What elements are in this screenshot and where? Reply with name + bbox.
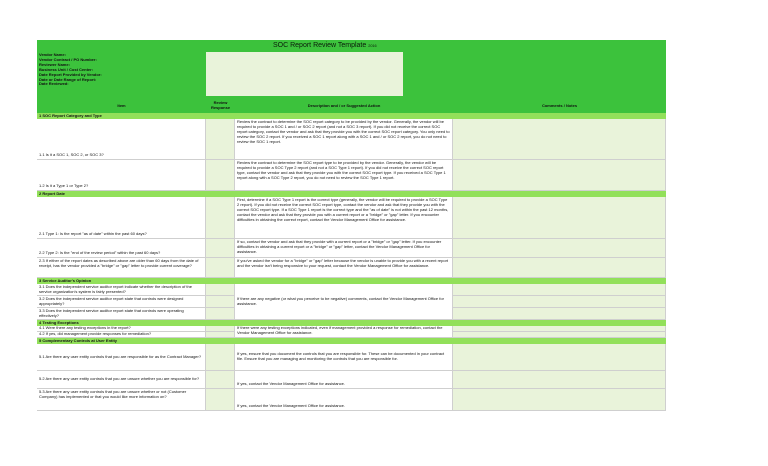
response-cell[interactable] [206, 344, 235, 371]
description-cell: If there were any testing exceptions indicated, even if management provided a response for remediation, contact the Vendor Management Office for assistance. [235, 326, 453, 338]
section-header: 1 SOC Report Category and Type [37, 113, 666, 119]
item-cell: 3.2 Does the independent service auditor report state that controls were designed appropriately? [37, 296, 206, 308]
table-row [37, 160, 666, 191]
page-title [273, 42, 377, 49]
description-cell: If yes, contact the Vendor Management Office for assistance. [235, 371, 453, 389]
description-cell: If you've asked the vendor for a "bridge" or "gap" letter because the vendor is unable to provide you with a recent report and the vendor isn't being responsive to your request, contact the Vendor Management Office for assistance. [235, 258, 453, 278]
comments-cell[interactable] [453, 160, 666, 191]
section-header: 5 Complementary Controls at User Entity [37, 338, 666, 344]
table-row [37, 197, 666, 239]
meta-label: Vendor Contract / PO Number: [39, 56, 97, 62]
table-row [37, 389, 666, 411]
response-cell[interactable] [206, 160, 235, 191]
comments-column-group [453, 284, 666, 320]
header-description: Description and / or Suggested Action [307, 102, 381, 108]
item-cell: 1.2 Is it a Type 1 or Type 2? [37, 160, 206, 191]
comments-cell[interactable] [453, 389, 666, 411]
vendor-info-block [37, 52, 666, 99]
description-cell: Review the contract to determine the SOC report type to be provided by the vendor. Generally, the vendor will be required to provide a SOC Type 2 report (and not a SOC Type 1 report). If you did not receive the correct SOC report type, contact the vendor and ask that they provide you with the correct SOC report type. If you received a SOC Type 1 report along with a SOC Type 2 report, you do not need to review the SOC Type 1 report. [235, 160, 453, 191]
response-cell[interactable] [206, 197, 235, 239]
comments-cell[interactable] [453, 239, 666, 258]
comments-cell[interactable] [453, 308, 666, 320]
table-row [37, 371, 666, 389]
response-cell[interactable] [206, 308, 235, 320]
item-cell: 1.1 Is it a SOC 1, SOC 2, or SOC 3? [37, 119, 206, 160]
response-cell[interactable] [206, 284, 235, 296]
comments-cell[interactable] [453, 332, 666, 338]
table-row [37, 258, 666, 278]
item-cell: 3.3 Does the independent service auditor report state that controls were operating effectively? [37, 308, 206, 320]
vendor-info-labels [39, 53, 102, 87]
meta-label: Vendor Name: [39, 52, 66, 57]
item-cell: 5.3 Are there any user entity controls that you are unsure whether or not (Customer Company) has implemented or that you would like more information on? [37, 389, 206, 411]
description-cell: First, determine if a SOC Type 1 report is the correct type (generally, the vendor will be required to provide a SOC Type 2 report). If you did not receive the correct SOC report type, contact the vendor and ask that they provide you with the correct SOC report type. If a SOC Type 1 report is the correct type and the "as of date" is not within the past 12 months, contact the vendor and ask that they provide you with a current report or a "bridge" or "gap" letter. If you encounter difficulties in obtaining the correct report, contact the Vendor Management Office for assistance. [235, 197, 453, 239]
item-cell: 3.1 Does the independent service auditor report indicate whether the description of the service organization's system is fairly presented? [37, 284, 206, 296]
response-cell[interactable] [206, 239, 235, 258]
item-cell: 2.1 Type 1: Is the report "as of date" within the past 60 days? [37, 197, 206, 239]
item-cell: 2.3 If either of the report dates as described above are older than 60 days from the date of receipt, has the vendor provided a "bridge" or "gap" letter to provide current coverage? [37, 258, 206, 278]
comments-column-group [453, 326, 666, 338]
table-row [37, 119, 666, 160]
item-cell: 2.2 Type 2: Is the "end of the review period" within the past 60 days? [37, 239, 206, 258]
comments-cell[interactable] [453, 119, 666, 160]
meta-label: Date Reviewed: [39, 81, 69, 87]
description-cell: If there are any negative (or what you perceive to be negative) comments, contact the Vendor Management Office for assistance. [235, 284, 453, 320]
section-header: 4 Testing Exceptions [37, 320, 666, 326]
item-cell: 4.1 Were there any testing exceptions in the report? [37, 326, 206, 332]
soc-review-sheet [37, 40, 666, 411]
title-suffix: 2016 [368, 44, 377, 48]
header-comments: Comments / Notes [541, 102, 578, 108]
title-band [37, 40, 666, 52]
description-cell: Review the contract to determine the SOC report category to be provided by the vendor. Generally, the vendor will be required to provide a SOC 1 and / or SOC 2 report (and not a SOC 3 report). If you did not receive the correct SOC report category, contact the vendor and ask that they provide you with the correct SOC report category. You only need to review the SOC 2 report. If you received a SOC 1 report along with a SOC 1 and / or SOC 2 report, you do not need to review the SOC 1 report. [235, 119, 453, 160]
table-row [37, 344, 666, 371]
response-cell[interactable] [206, 332, 235, 338]
section-header: 3 Service Auditor's Opinion [37, 278, 666, 284]
meta-label: Business Unit / Cost Center: [39, 66, 94, 72]
response-cell[interactable] [206, 389, 235, 411]
item-cell: 5.2 Are there any user entity controls that you are unsure whether you are responsible for? [37, 371, 206, 389]
response-column-group [206, 326, 235, 338]
description-cell: If yes, contact the Vendor Management Office for assistance. [235, 389, 453, 411]
vendor-info-input-area[interactable] [206, 52, 403, 96]
comments-cell[interactable] [453, 371, 666, 389]
response-cell[interactable] [206, 296, 235, 308]
response-column-group [206, 284, 235, 320]
item-cell: 5.1 Are there any user entity controls that you are responsible for as the Contract Manager? [37, 344, 206, 371]
table-row-group [37, 326, 666, 338]
item-column-group [37, 284, 206, 320]
table-row-group [37, 284, 666, 320]
comments-cell[interactable] [453, 197, 666, 239]
comments-cell[interactable] [453, 344, 666, 371]
description-cell: If so, contact the vendor and ask that they provide with a current report or a "bridge" or "gap" letter. If you encounter difficulties in obtaining a current report or a "bridge" or "gap" letter, contact the Vendor Management Office for assistance. [235, 239, 453, 258]
comments-cell[interactable] [453, 284, 666, 296]
title-text: SOC Report Review Template [273, 42, 367, 49]
description-cell: If yes, ensure that you document the controls that you are responsible for. These can be documented in your contract file. Ensure that you are managing and monitoring the controls that you are responsible for. [235, 344, 453, 371]
comments-cell[interactable] [453, 296, 666, 308]
meta-label: Reviewer Name: [39, 61, 70, 67]
item-column-group [37, 326, 206, 338]
comments-cell[interactable] [453, 258, 666, 278]
meta-label: Date or Date Range of Report: [39, 76, 97, 82]
column-header-row [37, 99, 666, 113]
header-item: Item [117, 102, 126, 108]
table-row [37, 239, 666, 258]
response-cell[interactable] [206, 119, 235, 160]
item-cell: 4.2 If yes, did management provide responses for remediation? [37, 332, 206, 338]
header-response: Review Response [210, 100, 231, 110]
section-header: 2 Report Date [37, 191, 666, 197]
response-cell[interactable] [206, 371, 235, 389]
response-cell[interactable] [206, 258, 235, 278]
meta-label: Date Report Provided by Vendor: [39, 71, 102, 77]
